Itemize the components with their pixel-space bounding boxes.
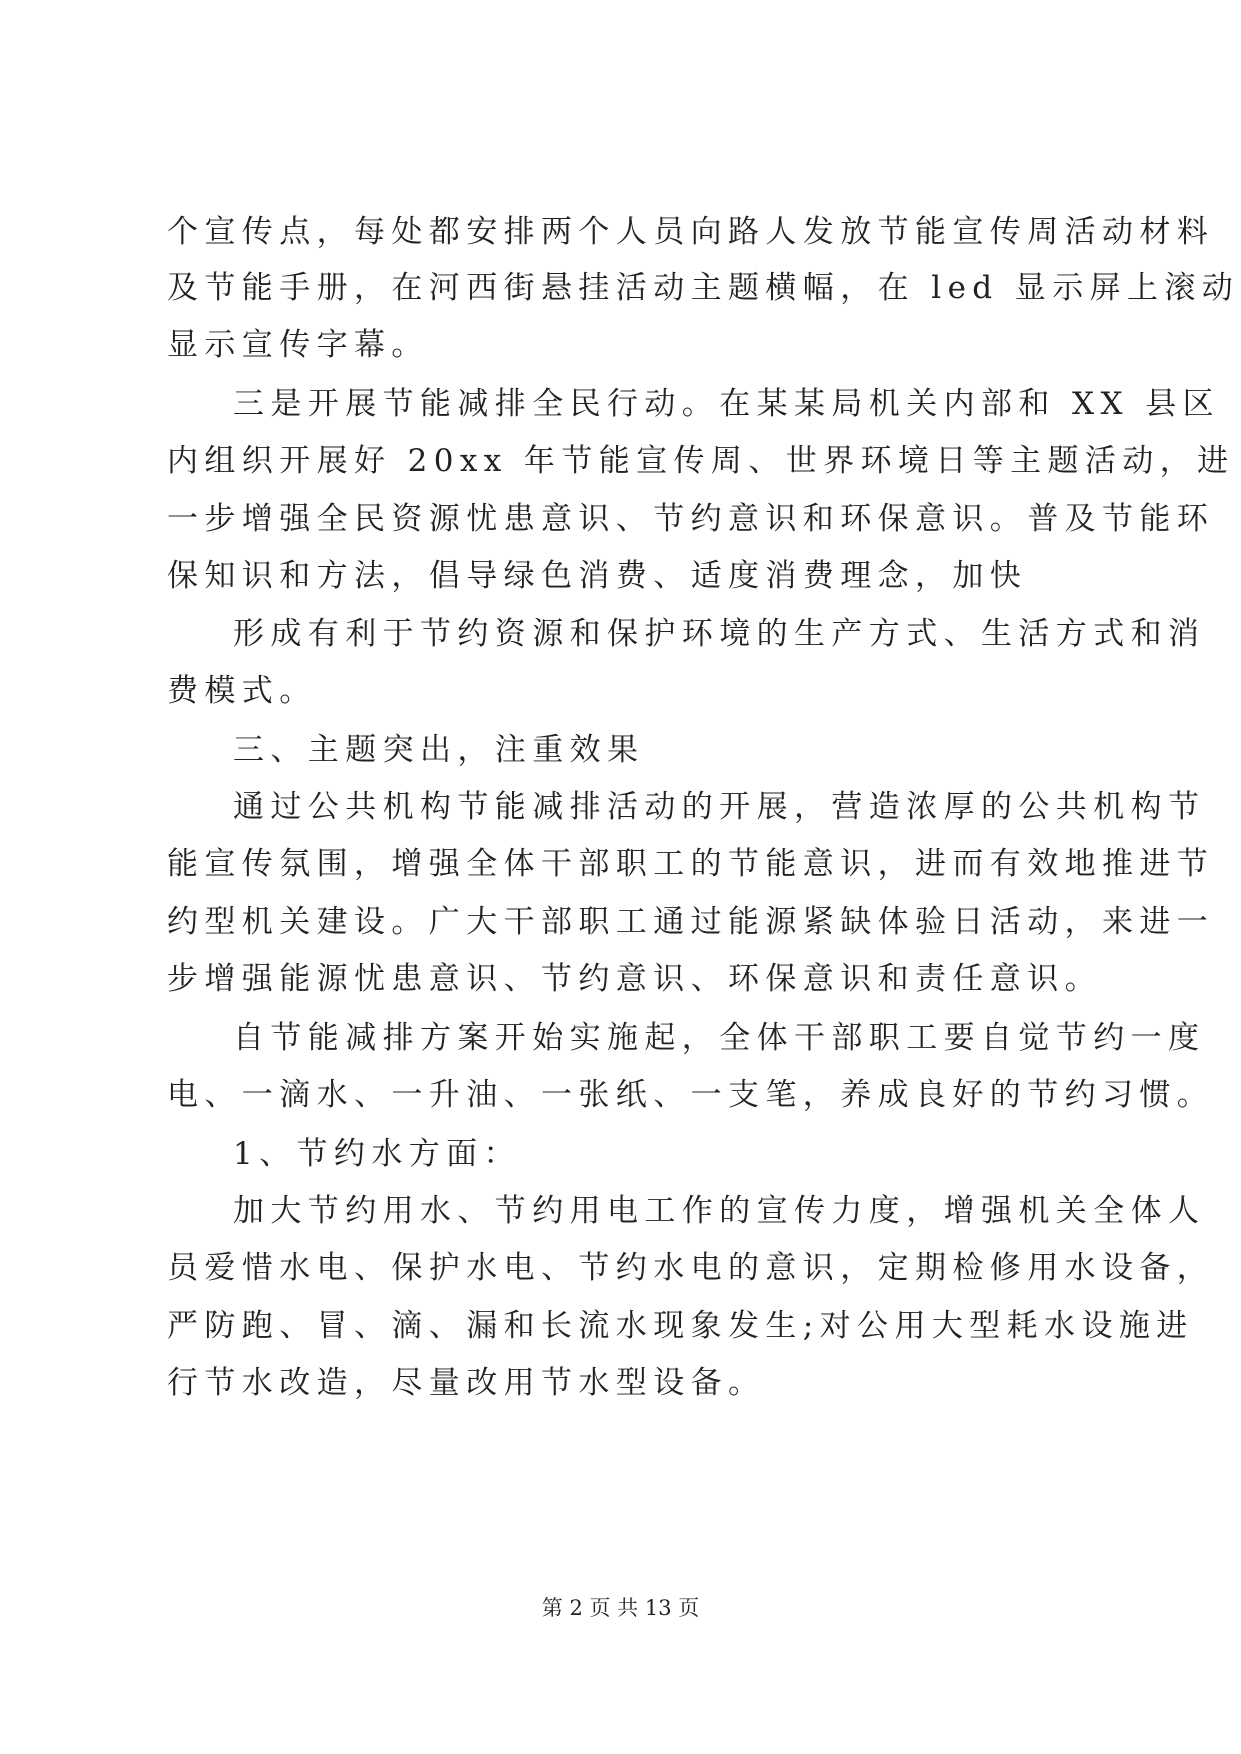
paragraph-first-line: 三是开展节能减排全民行动。在某某局机关内部和 XX 县区 xyxy=(233,386,1221,422)
subsection-heading: 1、节约水方面： xyxy=(233,1136,521,1172)
text-line: 严防跑、冒、滴、漏和长流水现象发生;对公用大型耗水设施进 xyxy=(167,1308,1194,1344)
text-line: 步增强能源忧患意识、节约意识、环保意识和责任意识。 xyxy=(167,961,1102,997)
paragraph-first-line: 自节能减排方案开始实施起，全体干部职工要自觉节约一度 xyxy=(233,1020,1206,1056)
text-line: 保知识和方法，倡导绿色消费、适度消费理念，加快 xyxy=(167,558,1028,594)
text-line: 个宣传点，每处都安排两个人员向路人发放节能宣传周活动材料 xyxy=(167,214,1215,250)
paragraph-first-line: 加大节约用水、节约用电工作的宣传力度，增强机关全体人 xyxy=(233,1193,1206,1229)
text-line: 电、一滴水、一升油、一张纸、一支笔，养成良好的节约习惯。 xyxy=(167,1077,1215,1113)
text-line: 约型机关建设。广大干部职工通过能源紧缺体验日活动，来进一 xyxy=(167,904,1215,940)
text-line: 能宣传氛围，增强全体干部职工的节能意识，进而有效地推进节 xyxy=(167,846,1215,882)
text-line: 行节水改造，尽量改用节水型设备。 xyxy=(167,1365,766,1401)
text-line: 费模式。 xyxy=(167,673,317,709)
paragraph-first-line: 形成有利于节约资源和保护环境的生产方式、生活方式和消 xyxy=(233,616,1206,652)
paragraph-first-line: 通过公共机构节能减排活动的开展，营造浓厚的公共机构节 xyxy=(233,789,1206,825)
section-heading: 三、主题突出，注重效果 xyxy=(233,732,645,768)
page-footer: 第 2 页 共 13 页 xyxy=(541,1596,700,1620)
text-line: 及节能手册，在河西街悬挂活动主题横幅，在 led 显示屏上滚动 xyxy=(167,270,1240,306)
text-line: 显示宣传字幕。 xyxy=(167,327,429,363)
text-line: 一步增强全民资源忧患意识、节约意识和环保意识。普及节能环 xyxy=(167,501,1215,537)
text-line: 员爱惜水电、保护水电、节约水电的意识，定期检修用水设备， xyxy=(167,1250,1215,1286)
text-line: 内组织开展好 20xx 年节能宣传周、世界环境日等主题活动，进 xyxy=(167,443,1235,479)
